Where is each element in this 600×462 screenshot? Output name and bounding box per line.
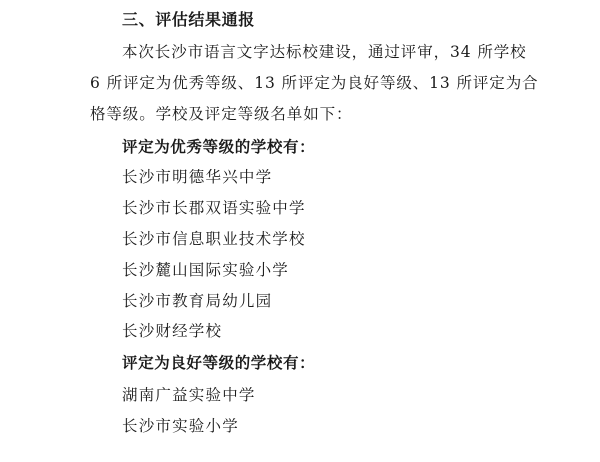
school-list-item: 长沙市长郡双语实验中学 <box>122 199 306 217</box>
school-list-item: 长沙麓山国际实验小学 <box>122 261 290 279</box>
excellent-list-title: 评定为优秀等级的学校有： <box>122 137 316 156</box>
school-list-item: 长沙市明德华兴中学 <box>122 168 273 186</box>
paragraph-line: 本次长沙市语言文字达标校建设，通过评审，34 所学校 <box>122 43 527 61</box>
school-list-item: 长沙财经学校 <box>122 322 223 340</box>
school-list-item: 湖南广益实验中学 <box>122 386 256 404</box>
paragraph-line: 6 所评定为优秀等级、13 所评定为良好等级、13 所评定为合 <box>90 74 539 92</box>
school-list-item: 长沙市信息职业技术学校 <box>122 230 306 248</box>
paragraph-line: 格等级。学校及评定等级名单如下： <box>90 105 353 123</box>
school-list-item: 长沙市实验小学 <box>122 417 239 435</box>
good-list-title: 评定为良好等级的学校有： <box>122 353 316 372</box>
school-list-item: 长沙市教育局幼儿园 <box>122 292 273 310</box>
section-heading: 三、评估结果通报 <box>122 10 255 29</box>
